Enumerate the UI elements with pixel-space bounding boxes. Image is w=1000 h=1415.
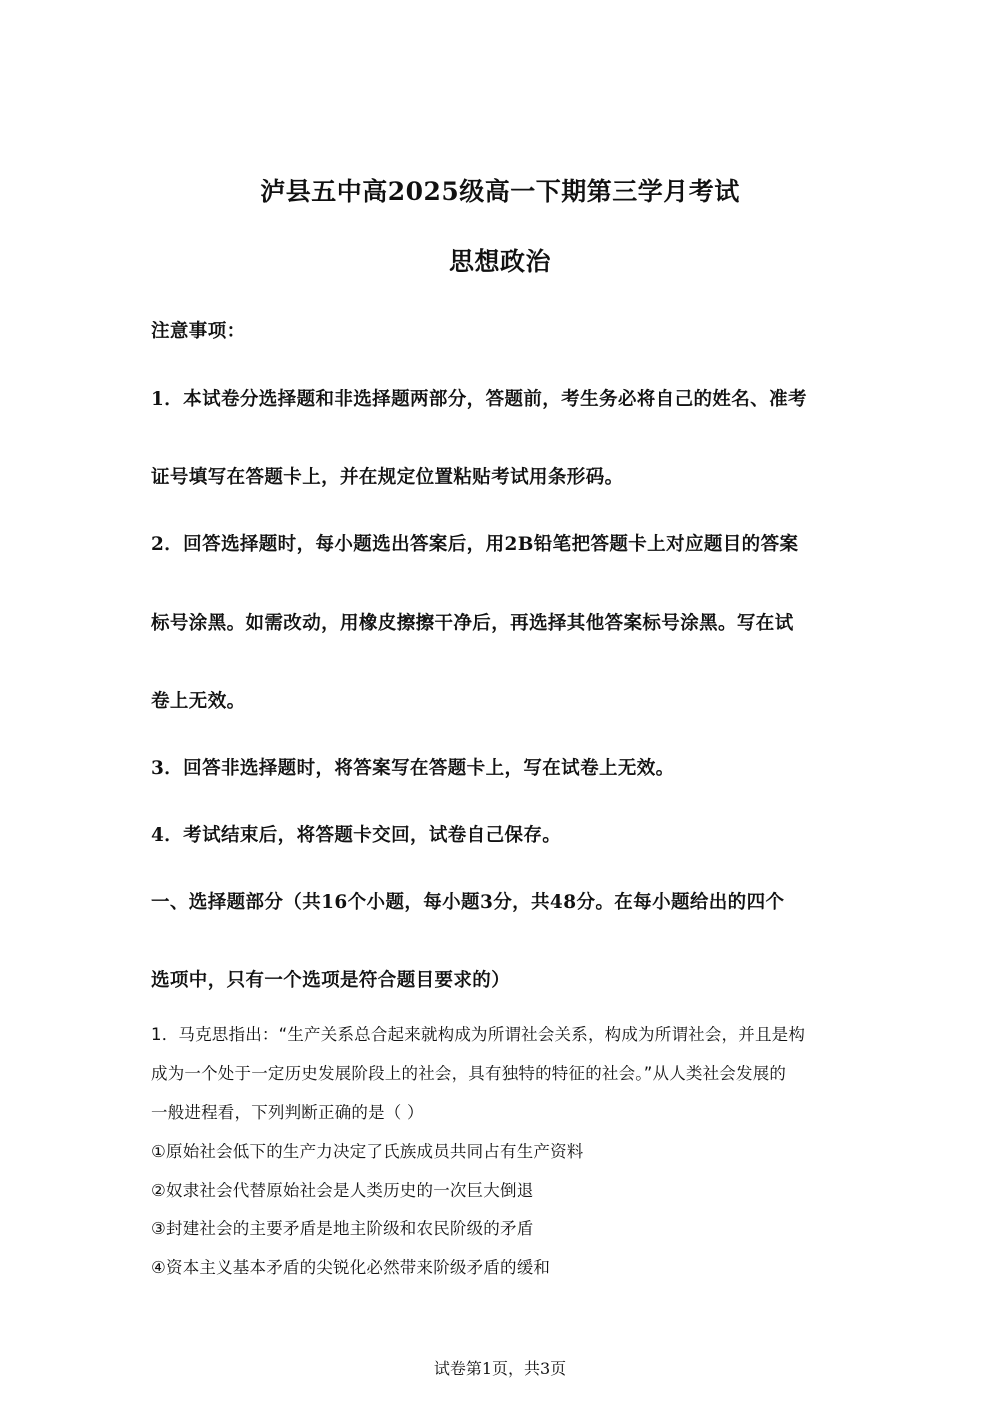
notice-heading: 注意事项： bbox=[151, 321, 246, 342]
notice-item-3-line-1: 3．回答非选择题时，将答案写在答题卡上，写在试卷上无效。 bbox=[151, 758, 675, 779]
section-heading-line-2: 选项中，只有一个选项是符合题目要求的） bbox=[151, 970, 511, 991]
notice-item-1-line-2: 证号填写在答题卡上，并在规定位置粘贴考试用条形码。 bbox=[151, 467, 624, 488]
question-1-option-2: ②奴隶社会代替原始社会是人类历史的一次巨大倒退 bbox=[151, 1181, 534, 1200]
exam-title: 泸县五中高2025级高一下期第三学月考试 bbox=[260, 177, 740, 206]
section-heading-line-1: 一、选择题部分（共16个小题，每小题3分，共48分。在每小题给出的四个 bbox=[151, 892, 785, 913]
question-1-option-4: ④资本主义基本矛盾的尖锐化必然带来阶级矛盾的缓和 bbox=[151, 1258, 551, 1277]
question-1-option-1: ①原始社会低下的生产力决定了氏族成员共同占有生产资料 bbox=[151, 1142, 584, 1161]
question-1-stem-line-1: 1．马克思指出：“生产关系总合起来就构成为所谓社会关系，构成为所谓社会，并且是构 bbox=[151, 1025, 806, 1044]
subject-title: 思想政治 bbox=[448, 247, 551, 276]
page-footer: 试卷第1页，共3页 bbox=[433, 1359, 567, 1378]
notice-item-4-line-1: 4．考试结束后，将答题卡交回，试卷自己保存。 bbox=[151, 825, 562, 846]
notice-item-1-line-1: 1．本试卷分选择题和非选择题两部分，答题前，考生务必将自己的姓名、准考 bbox=[151, 389, 807, 410]
notice-item-2-line-1: 2．回答选择题时，每小题选出答案后，用2B铅笔把答题卡上对应题目的答案 bbox=[151, 534, 799, 555]
question-1-option-3: ③封建社会的主要矛盾是地主阶级和农民阶级的矛盾 bbox=[151, 1219, 534, 1238]
question-1-stem-line-3: 一般进程看，下列判断正确的是（ ） bbox=[151, 1103, 424, 1122]
notice-item-2-line-2: 标号涂黑。如需改动，用橡皮擦擦干净后，再选择其他答案标号涂黑。写在试 bbox=[151, 613, 794, 634]
question-1-stem-line-2: 成为一个处于一定历史发展阶段上的社会，具有独特的特征的社会。”从人类社会发展的 bbox=[151, 1064, 787, 1083]
notice-item-2-line-3: 卷上无效。 bbox=[151, 691, 246, 712]
